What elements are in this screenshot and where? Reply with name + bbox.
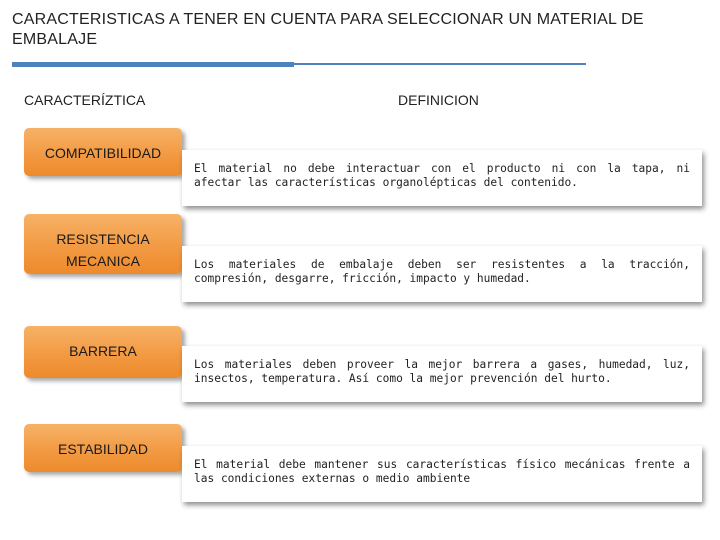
definition-box-resistencia-mecanica xyxy=(182,246,702,302)
definition-box-estabilidad xyxy=(182,446,702,502)
title-underline-thick xyxy=(12,62,294,67)
definition-text: El material debe mantener sus características físico mecánicas frente a las condiciones externas o medio ambiente xyxy=(194,458,690,485)
definition-box-compatibilidad xyxy=(182,150,702,206)
definition-text: Los materiales de embalaje deben ser resistentes a la tracción, compresión, desgarre, fricción, impacto y humedad. xyxy=(194,258,690,285)
term-box-resistencia-mecanica xyxy=(24,214,182,274)
term-label: ESTABILIDAD xyxy=(58,441,148,457)
title-underline-thin xyxy=(294,63,586,65)
term-label: BARRERA xyxy=(69,343,137,359)
term-box-compatibilidad xyxy=(24,128,182,176)
definition-box-barrera xyxy=(182,346,702,402)
term-label: COMPATIBILIDAD xyxy=(44,145,162,161)
term-label: RESISTENCIA MECANICA xyxy=(56,231,150,269)
column-header-characteristic: CARACTERÍZTICA xyxy=(24,92,146,108)
term-box-estabilidad xyxy=(24,424,182,472)
page-title: CARACTERISTICAS A TENER EN CUENTA PARA SELECCIONAR UN MATERIAL DE EMBALAJE xyxy=(12,11,644,48)
column-header-definition: DEFINICION xyxy=(398,92,479,108)
term-box-barrera xyxy=(24,326,182,378)
definition-text: Los materiales deben proveer la mejor barrera a gases, humedad, luz, insectos, temperatura. Así como la mejor prevención del hurto. xyxy=(194,358,690,385)
definition-text: El material no debe interactuar con el producto ni con la tapa, ni afectar las características organolépticas del contenido. xyxy=(194,162,690,189)
